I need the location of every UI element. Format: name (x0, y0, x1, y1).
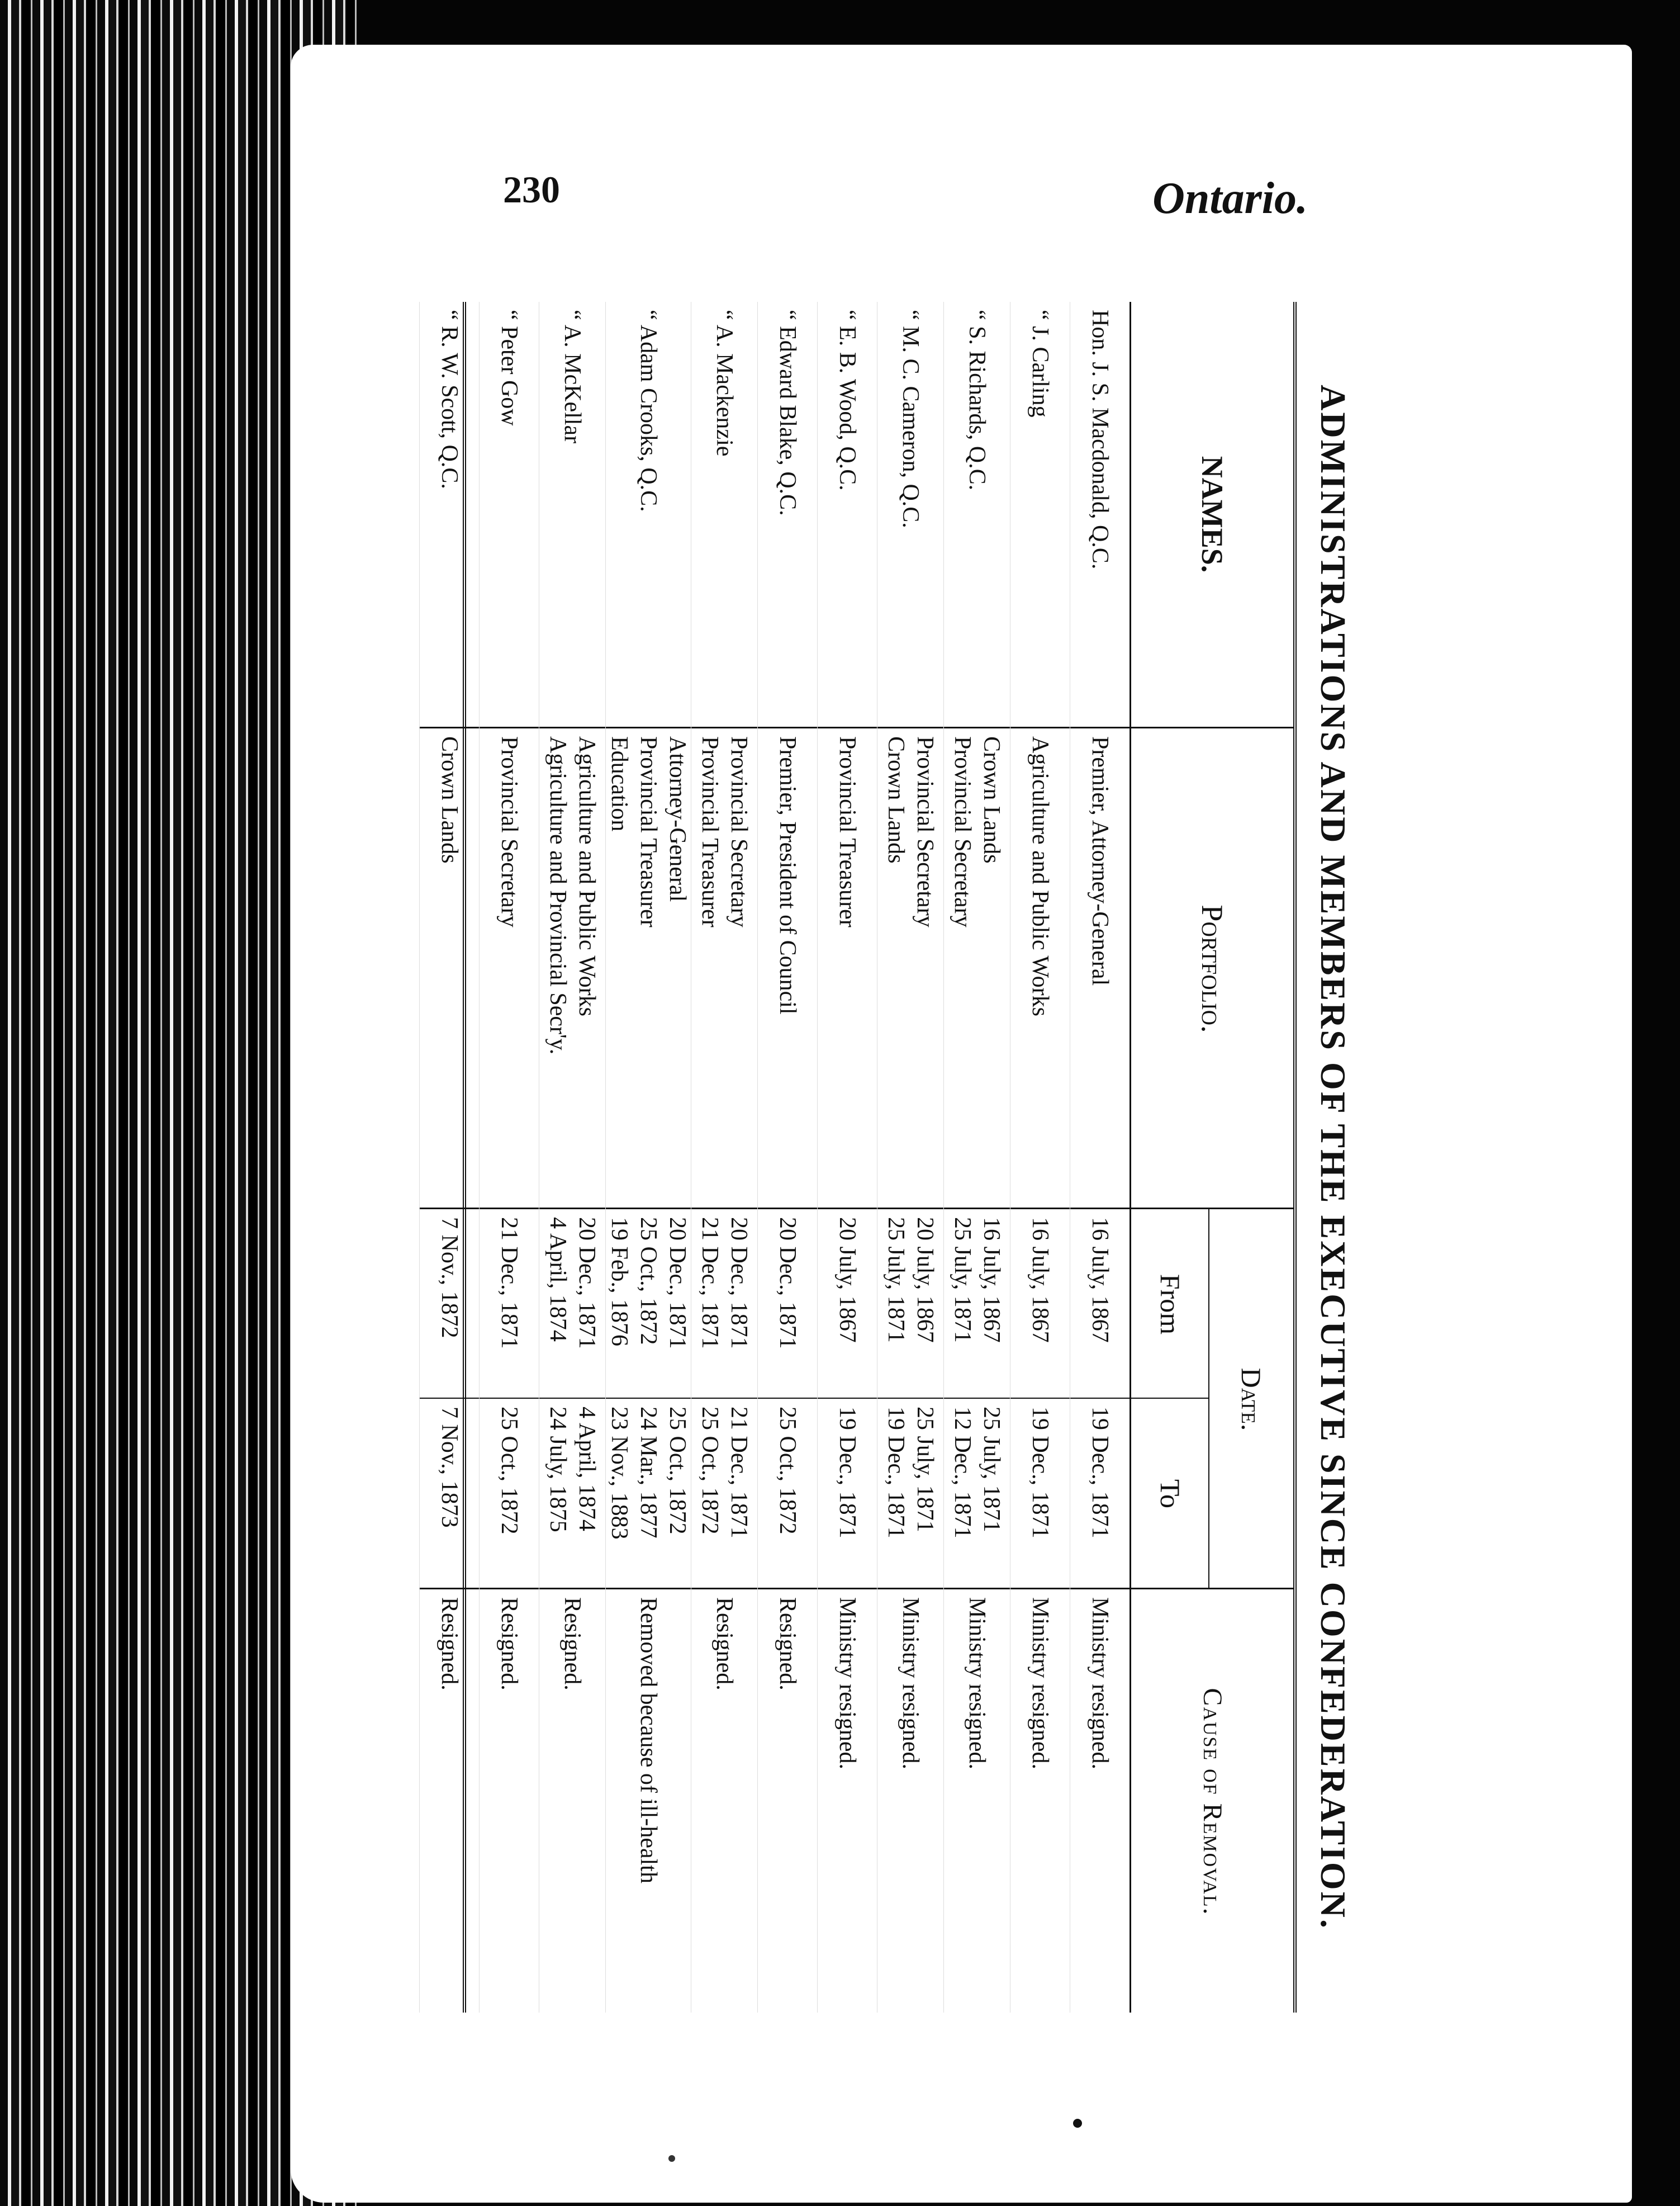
cause-text: Resigned. (775, 1597, 800, 1691)
table-row (943, 302, 1010, 2013)
cause-of-removal (539, 1588, 605, 2013)
date-from-line: 16 July, 1867 (979, 1217, 1004, 1343)
table-row (877, 302, 943, 2013)
cause-of-removal (691, 1588, 757, 2013)
portfolio (1070, 727, 1130, 1208)
member-name (944, 302, 1010, 727)
date-from-line: 7 Nov., 1872 (436, 1217, 462, 1338)
date-from-line: 20 Dec., 1871 (775, 1217, 800, 1349)
date-from (420, 1208, 479, 1398)
date-to-line: 7 Nov., 1873 (436, 1407, 462, 1528)
member-name (818, 302, 877, 727)
ink-speck (668, 2155, 675, 2162)
portfolio-line: Provincial Secretary (496, 736, 522, 927)
date-to (606, 1398, 691, 1588)
date-from-line: 16 July, 1867 (1087, 1217, 1113, 1343)
date-from (691, 1208, 757, 1398)
portfolio (480, 727, 539, 1208)
member-name-text: Hon. J. S. Macdonald, Q.C. (1087, 310, 1113, 570)
date-from-line: 4 April, 1874 (545, 1217, 571, 1342)
date-to-line: 21 Dec., 1871 (726, 1407, 752, 1538)
date-from-line: 25 July, 1871 (883, 1217, 909, 1343)
cause-of-removal (420, 1588, 479, 2013)
date-from (758, 1208, 817, 1398)
date-to (1010, 1398, 1070, 1588)
table-row (757, 302, 817, 2013)
cause-text: Ministry resigned. (1087, 1597, 1113, 1769)
date-to-line: 19 Dec., 1871 (1087, 1407, 1113, 1538)
cause-text: Resigned. (496, 1597, 522, 1691)
portfolio-line: Crown Lands (979, 736, 1004, 864)
portfolio-line: Provincial Treasurer (834, 736, 860, 927)
date-from-line: 19 Feb., 1876 (606, 1217, 632, 1346)
portfolio-line: Crown Lands (436, 736, 462, 864)
date-from (539, 1208, 605, 1398)
portfolio-line: Agriculture and Public Works (574, 736, 600, 1016)
date-to-line: 23 Nov., 1883 (606, 1407, 632, 1540)
date-to-line: 12 Dec., 1871 (950, 1407, 975, 1538)
member-name (480, 302, 539, 727)
table-body (419, 302, 1131, 2013)
portfolio-line: Provincial Secretary (726, 736, 752, 927)
date-to (877, 1398, 943, 1588)
member-name-text: “ Edward Blake, Q.C. (775, 310, 800, 516)
cause-of-removal (480, 1588, 539, 2013)
date-to-line: 25 Oct., 1872 (697, 1407, 723, 1535)
date-from-line: 20 Dec., 1871 (726, 1217, 752, 1349)
date-to (539, 1398, 605, 1588)
date-to-line: 4 April, 1874 (574, 1407, 600, 1531)
portfolio-line: Provincial Secretary (912, 736, 938, 927)
date-to (420, 1398, 479, 1588)
date-to (691, 1398, 757, 1588)
table-row (1010, 302, 1070, 2013)
date-from-line: 21 Dec., 1871 (496, 1217, 522, 1349)
table-row (1070, 302, 1130, 2013)
cause-of-removal (606, 1588, 691, 2013)
executive-table (436, 302, 1297, 2013)
table-row (817, 302, 877, 2013)
cause-text: Resigned. (711, 1597, 737, 1691)
date-from-line: 20 July, 1867 (912, 1217, 938, 1343)
date-to (818, 1398, 877, 1588)
member-name-text: “ S. Richards, Q.C. (964, 310, 990, 491)
table-title: ADMINISTRATIONS AND MEMBERS OF THE EXECUTIVE SINCE CONFEDERATION. (1313, 385, 1353, 1930)
member-name (758, 302, 817, 727)
date-to (1070, 1398, 1130, 1588)
cause-of-removal (877, 1588, 943, 2013)
date-to-line: 24 July, 1875 (545, 1407, 571, 1532)
cause-text: Ministry resigned. (834, 1597, 860, 1769)
date-to (758, 1398, 817, 1588)
member-name-text: “ A. McKellar (559, 310, 585, 444)
date-from-line: 20 Dec., 1871 (574, 1217, 600, 1349)
date-to-line: 19 Dec., 1871 (883, 1407, 909, 1538)
portfolio-line: Provincial Treasurer (697, 736, 723, 927)
header-portfolio: Portfolio. (1131, 727, 1293, 1209)
date-from (944, 1208, 1010, 1398)
table-row (691, 302, 757, 2013)
header-cause-of-removal: Cause of Removal. (1131, 1588, 1293, 2014)
portfolio-line: Provincial Secretary (950, 736, 975, 927)
member-name-text: “ M. C. Cameron, Q.C. (898, 310, 923, 528)
date-to-line: 25 Oct., 1872 (775, 1407, 800, 1535)
member-name (691, 302, 757, 727)
portfolio (606, 727, 691, 1208)
portfolio (818, 727, 877, 1208)
portfolio (420, 727, 479, 1208)
portfolio-line: Attorney-General (665, 736, 690, 902)
page-number: 230 (503, 168, 560, 211)
header-from: From (1131, 1208, 1209, 1399)
date-from (1070, 1208, 1130, 1398)
date-from-line: 21 Dec., 1871 (697, 1217, 723, 1349)
portfolio (1010, 727, 1070, 1208)
cause-of-removal (1070, 1588, 1130, 2013)
portfolio (877, 727, 943, 1208)
date-to-line: 25 Oct., 1872 (665, 1407, 690, 1535)
date-to-line: 24 Mar., 1877 (635, 1407, 661, 1538)
date-to-line: 19 Dec., 1871 (834, 1407, 860, 1538)
cause-text: Ministry resigned. (1027, 1597, 1053, 1769)
portfolio (758, 727, 817, 1208)
cause-text: Resigned. (559, 1597, 585, 1691)
member-name (1070, 302, 1130, 727)
table-row (539, 302, 605, 2013)
portfolio-line: Agriculture and Public Works (1027, 736, 1053, 1016)
cause-text: Ministry resigned. (898, 1597, 923, 1769)
date-from (1010, 1208, 1070, 1398)
page-header (503, 168, 1308, 224)
portfolio-line: Provincial Treasurer (635, 736, 661, 927)
date-from-line: 25 July, 1871 (950, 1217, 975, 1343)
date-to-line: 25 Oct., 1872 (496, 1407, 522, 1535)
date-from-line: 20 Dec., 1871 (665, 1217, 690, 1349)
table-row (605, 302, 691, 2013)
running-head: Ontario. (1152, 174, 1308, 223)
member-name (539, 302, 605, 727)
date-to-line: 25 July, 1871 (912, 1407, 938, 1532)
rotated-table-region (436, 302, 1364, 2013)
member-name-text: “ Adam Crooks, Q.C. (635, 310, 661, 512)
member-name-text: “ J. Carling (1027, 310, 1053, 418)
cause-of-removal (944, 1588, 1010, 2013)
cause-of-removal (818, 1588, 877, 2013)
portfolio (691, 727, 757, 1208)
cause-of-removal (1010, 1588, 1070, 2013)
date-from-line: 20 July, 1867 (834, 1217, 860, 1343)
cause-text: Ministry resigned. (964, 1597, 990, 1769)
portfolio-line: Crown Lands (883, 736, 909, 864)
member-name (420, 302, 479, 727)
cause-of-removal (758, 1588, 817, 2013)
date-to-line: 19 Dec., 1871 (1027, 1407, 1053, 1538)
member-name (877, 302, 943, 727)
date-to-line: 25 July, 1871 (979, 1407, 1004, 1532)
portfolio (539, 727, 605, 1208)
cause-text: Removed because of ill-health (635, 1597, 661, 1883)
cause-text: Resigned. (436, 1597, 462, 1691)
date-from (877, 1208, 943, 1398)
date-from-line: 25 Oct., 1872 (635, 1217, 661, 1345)
member-name-text: “ Peter Gow (496, 310, 522, 426)
table-row (479, 302, 539, 2013)
member-name-text: “ R. W. Scott, Q.C. (436, 310, 462, 489)
date-to (480, 1398, 539, 1588)
date-from (818, 1208, 877, 1398)
table-row (419, 302, 479, 2013)
header-to: To (1131, 1398, 1209, 1589)
portfolio-line: Education (606, 736, 632, 832)
member-name (1010, 302, 1070, 727)
portfolio-line: Agriculture and Provincial Secr'y. (545, 736, 571, 1055)
member-name-text: “ A. Mackenzie (711, 310, 737, 457)
header-names: NAMES. (1195, 456, 1229, 573)
portfolio-line: Premier, President of Council (775, 736, 800, 1015)
ink-speck (1073, 2119, 1082, 2128)
portfolio (944, 727, 1010, 1208)
member-name (606, 302, 691, 727)
header-date: Date. (1208, 1208, 1293, 1589)
date-to (944, 1398, 1010, 1588)
date-from-line: 16 July, 1867 (1027, 1217, 1053, 1343)
date-from (480, 1208, 539, 1398)
portfolio-line: Premier, Attorney-General (1087, 736, 1113, 986)
member-name-text: “ E. B. Wood, Q.C. (834, 310, 860, 491)
date-from (606, 1208, 691, 1398)
